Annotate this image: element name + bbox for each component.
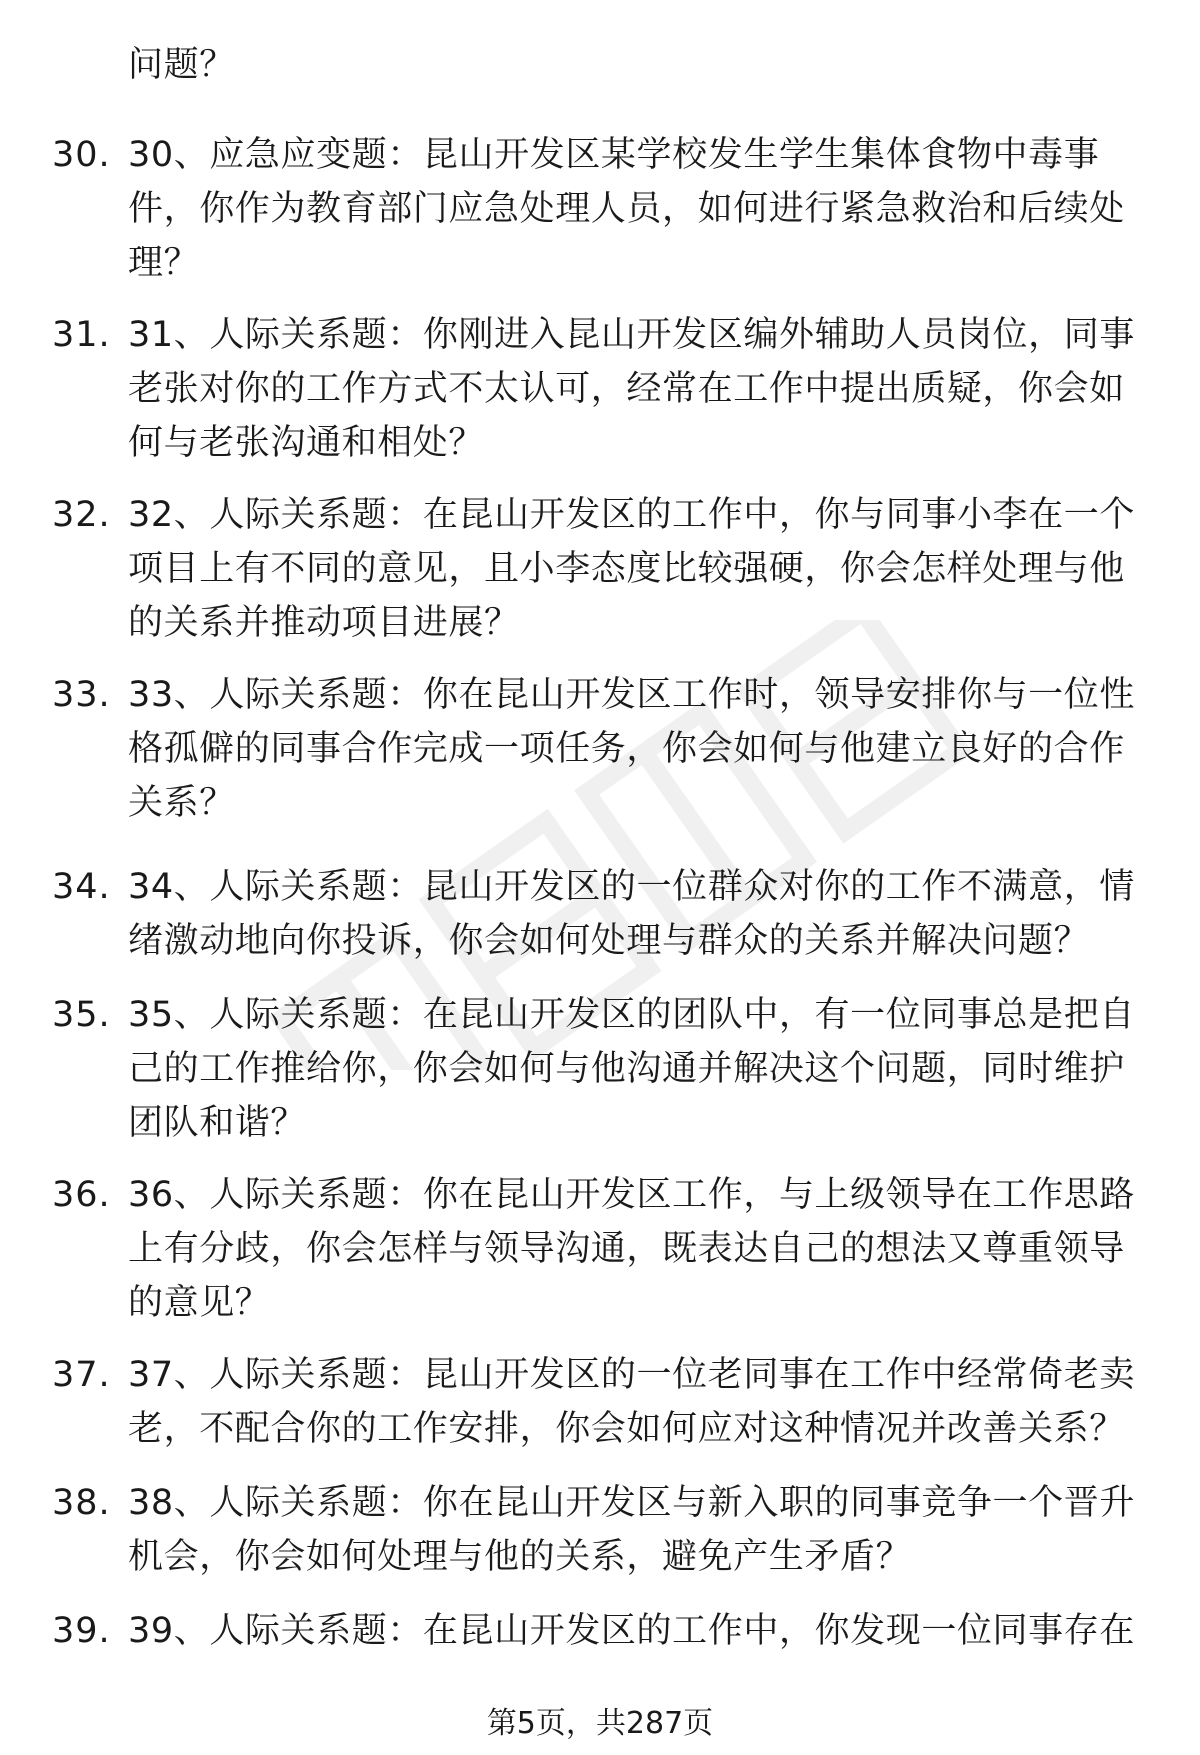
item-number: 37. bbox=[52, 1355, 111, 1395]
item-text: 33、人际关系题：你在昆山开发区工作时，领导安排你与一位性格孤僻的同事合作完成一项任务，你会如何与他建立良好的合作关系？ bbox=[128, 675, 1135, 823]
item-text: 37、人际关系题：昆山开发区的一位老同事在工作中经常倚老卖老，不配合你的工作安排，你会如何应对这种情况并改善关系？ bbox=[128, 1355, 1135, 1449]
item-number: 35. bbox=[52, 995, 111, 1035]
item-number: 38. bbox=[52, 1483, 111, 1523]
item-text: 39、人际关系题：在昆山开发区的工作中，你发现一位同事存在 bbox=[128, 1611, 1135, 1651]
item-number: 36. bbox=[52, 1175, 111, 1215]
item-text: 35、人际关系题：在昆山开发区的团队中，有一位同事总是把自己的工作推给你，你会如何与他沟通并解决这个问题，同时维护团队和谐？ bbox=[128, 995, 1135, 1143]
item-number: 33. bbox=[52, 675, 111, 715]
item-text: 问题？ bbox=[128, 45, 235, 85]
item-number: 32. bbox=[52, 495, 111, 535]
item-number: 34. bbox=[52, 867, 111, 907]
page-footer: 第5页，共287页 bbox=[486, 1706, 714, 1741]
item-text: 36、人际关系题：你在昆山开发区工作，与上级领导在工作思路上有分歧，你会怎样与领导沟通，既表达自己的想法又尊重领导的意见？ bbox=[128, 1175, 1135, 1323]
item-text: 38、人际关系题：你在昆山开发区与新入职的同事竞争一个晋升机会，你会如何处理与他的关系，避免产生矛盾？ bbox=[128, 1483, 1135, 1577]
item-text: 31、人际关系题：你刚进入昆山开发区编外辅助人员岗位，同事老张对你的工作方式不太认可，经常在工作中提出质疑，你会如何与老张沟通和相处？ bbox=[128, 315, 1135, 463]
item-number: 31. bbox=[52, 315, 111, 355]
item-text: 32、人际关系题：在昆山开发区的工作中，你与同事小李在一个项目上有不同的意见，且小李态度比较强硬，你会怎样处理与他的关系并推动项目进展？ bbox=[128, 495, 1135, 643]
item-text: 34、人际关系题：昆山开发区的一位群众对你的工作不满意，情绪激动地向你投诉，你会如何处理与群众的关系并解决问题？ bbox=[128, 867, 1135, 961]
item-number: 30. bbox=[52, 135, 111, 175]
item-number: 39. bbox=[52, 1611, 111, 1651]
item-text: 30、应急应变题：昆山开发区某学校发生学生集体食物中毒事件，你作为教育部门应急处理人员，如何进行紧急救治和后续处理？ bbox=[128, 135, 1125, 283]
